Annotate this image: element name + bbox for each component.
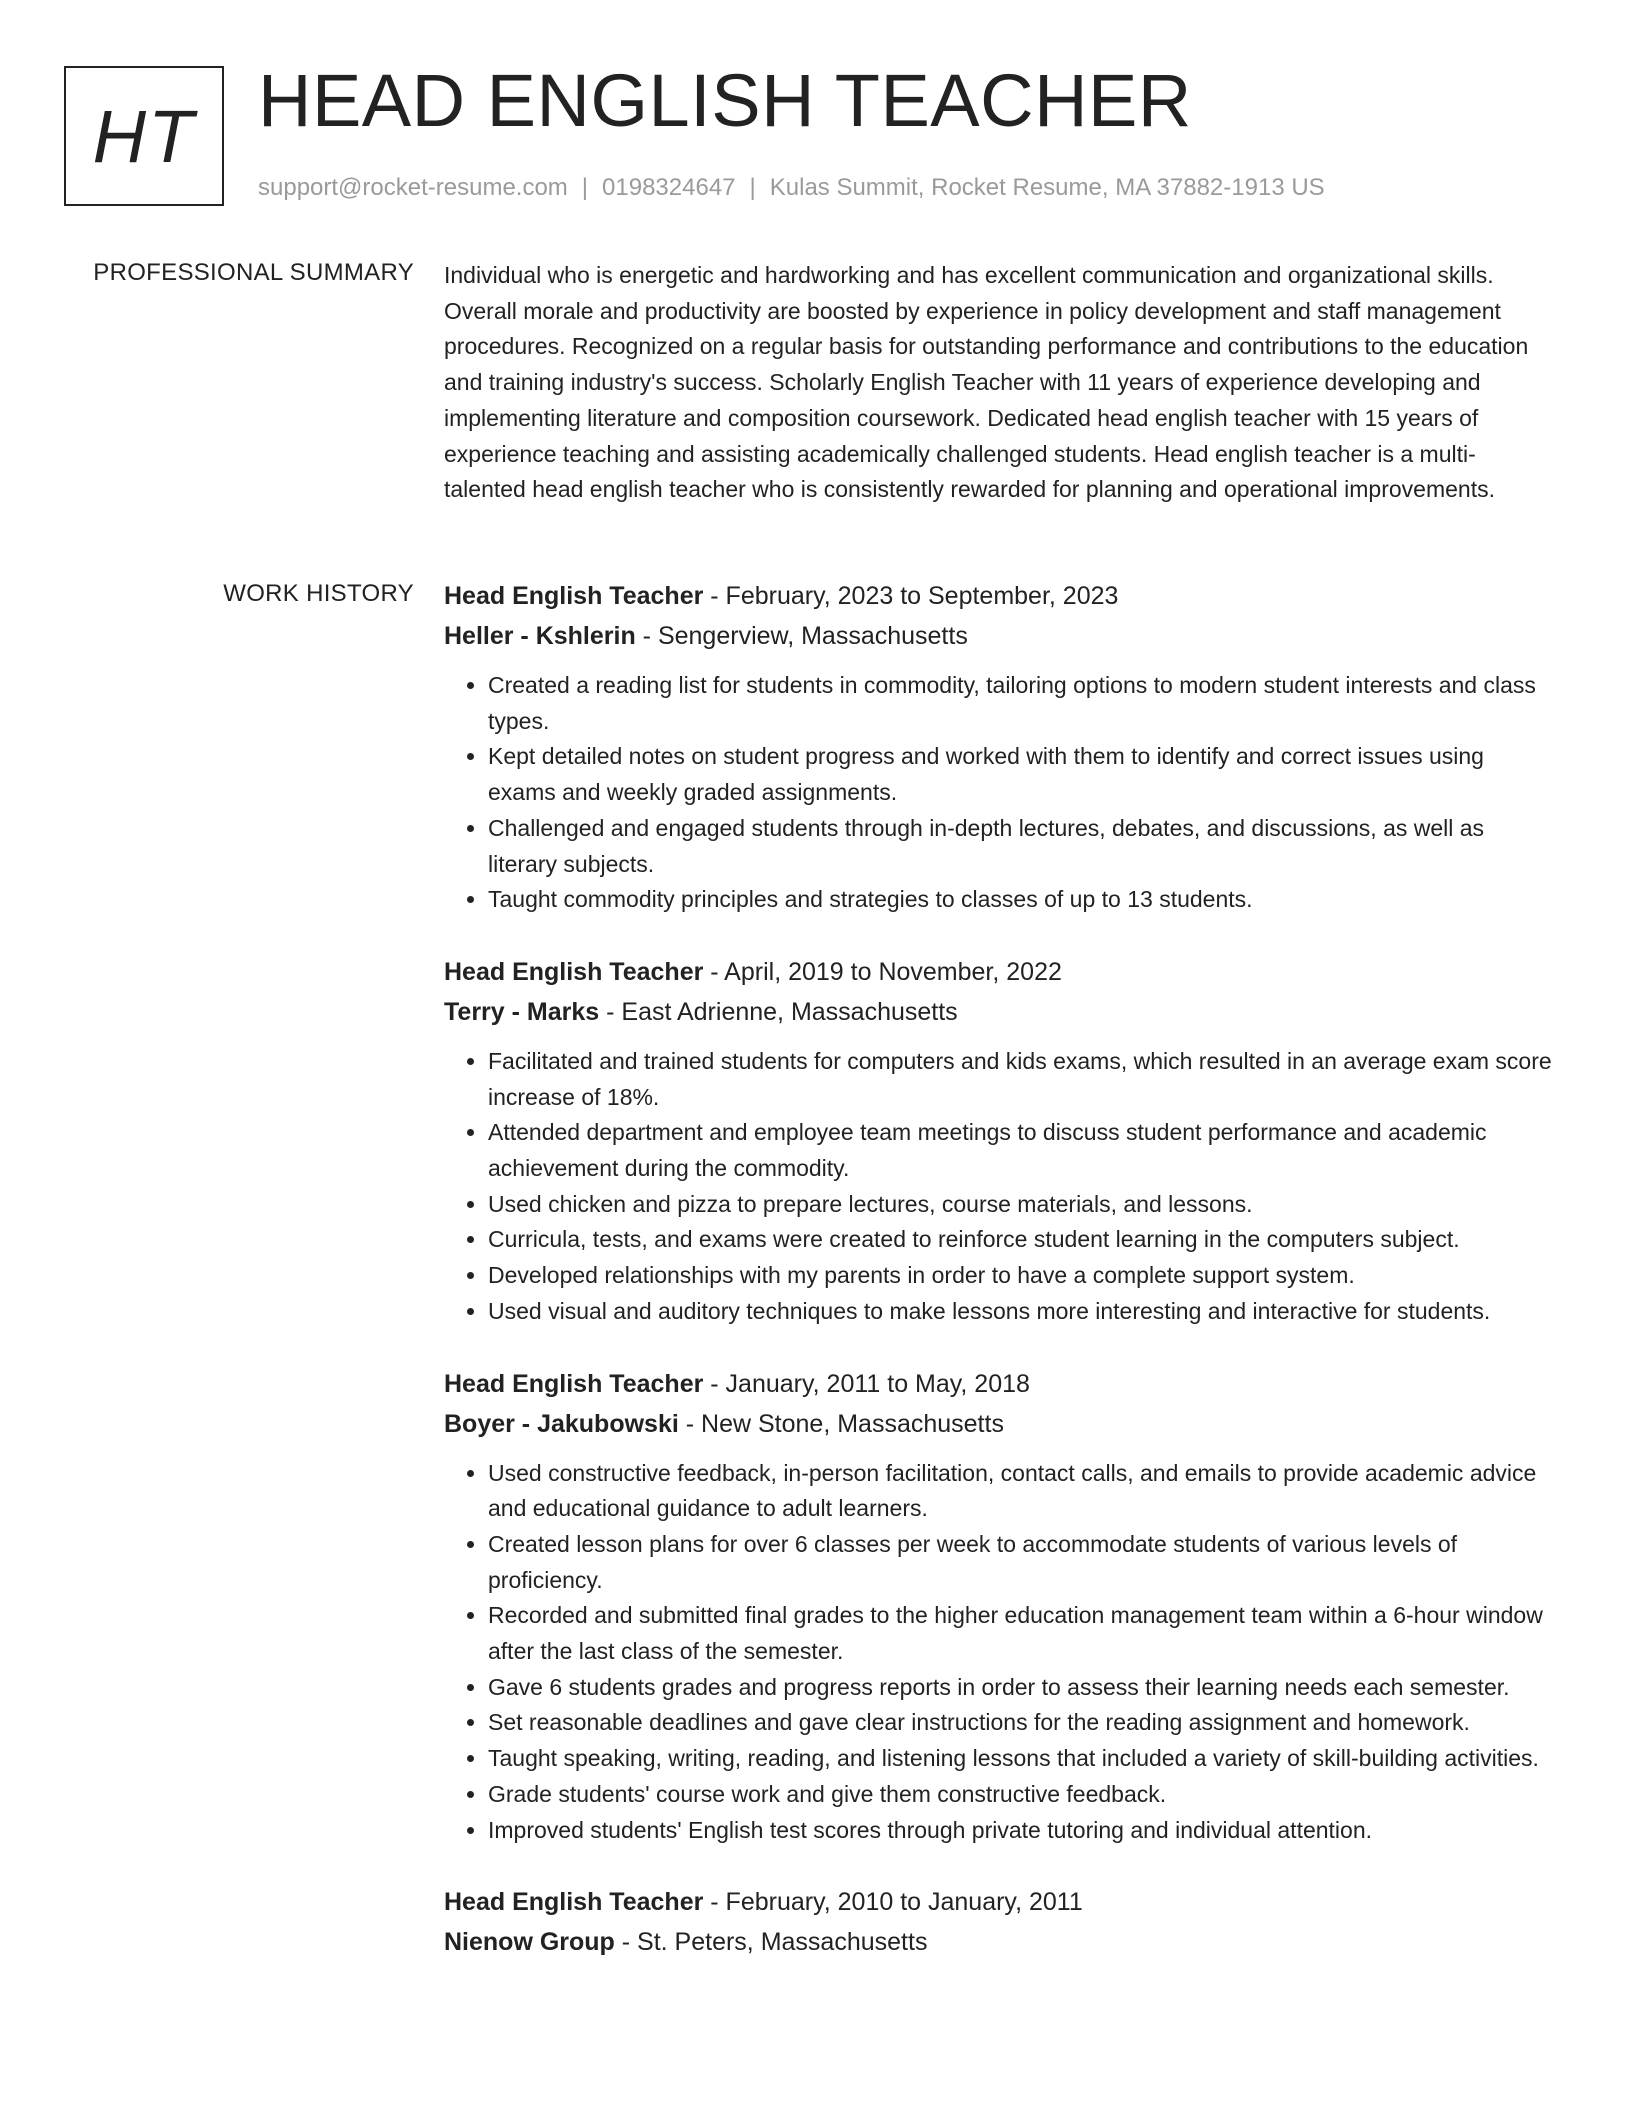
contact-line — [258, 174, 1325, 202]
job-entry — [444, 1364, 1554, 1849]
job-location: - East Adrienne, Massachusetts — [599, 997, 958, 1026]
job-company-line — [444, 1922, 1554, 1962]
job-bullet: • Kept detailed notes on student progress and worked with them to identify and correct issues using exams and weekly graded assignments. — [488, 739, 1554, 810]
job-entry — [444, 952, 1554, 1330]
job-bullet: • Recorded and submitted final grades to the higher education management team within a 6-hour window after the last class of the semester. — [488, 1598, 1554, 1669]
job-title-line — [444, 576, 1554, 616]
job-bullet: • Used visual and auditory techniques to make lessons more interesting and interactive for students. — [488, 1294, 1554, 1330]
job-bullet: • Taught commodity principles and strategies to classes of up to 13 students. — [488, 882, 1554, 918]
contact-separator: | — [749, 174, 756, 201]
job-bullet: • Used chicken and pizza to prepare lectures, course materials, and lessons. — [488, 1187, 1554, 1223]
job-company: Heller - Kshlerin — [444, 622, 636, 650]
job-company-line — [444, 992, 1554, 1032]
job-bullet: • Grade students' course work and give them constructive feedback. — [488, 1777, 1554, 1813]
job-company-line — [444, 1404, 1554, 1444]
work-history-list — [444, 576, 1554, 1996]
job-bullet: • Used constructive feedback, in-person facilitation, contact calls, and emails to provide academic advice and educational guidance to adult learners. — [488, 1456, 1554, 1527]
job-title: Head English Teacher — [444, 1369, 704, 1398]
job-title-line — [444, 1882, 1554, 1922]
job-location: - Sengerview, Massachusetts — [635, 622, 968, 650]
job-dates: - February, 2010 to January, 2011 — [703, 1888, 1083, 1917]
job-title-line — [444, 952, 1554, 992]
job-bullet: • Challenged and engaged students through in-depth lectures, debates, and discussions, as well as literary subjects. — [488, 811, 1554, 882]
contact-email[interactable]: support@rocket-resume.com — [258, 174, 568, 201]
job-title: Head English Teacher — [444, 957, 704, 986]
contact-separator: | — [581, 174, 589, 201]
job-bullet: • Created lesson plans for over 6 classes per week to accommodate students of various levels of proficiency. — [488, 1527, 1554, 1598]
job-bullet: • Gave 6 students grades and progress reports in order to assess their learning needs each semester. — [488, 1670, 1554, 1706]
job-bullet: • Developed relationships with my parents in order to have a complete support system. — [488, 1258, 1554, 1294]
job-bullet: • Set reasonable deadlines and gave clear instructions for the reading assignment and homework. — [488, 1705, 1554, 1741]
job-dates: - January, 2011 to May, 2018 — [703, 1369, 1030, 1398]
job-bullet: • Created a reading list for students in commodity, tailoring options to modern student interests and class types. — [488, 668, 1554, 739]
job-company: Nienow Group — [444, 1928, 615, 1957]
resume-title: HEAD ENGLISH TEACHER — [258, 59, 1192, 142]
job-bullet: • Curricula, tests, and exams were created to reinforce student learning in the computers subject. — [488, 1222, 1554, 1258]
job-bullet: • Facilitated and trained students for computers and kids exams, which resulted in an average exam score increase of 18%. — [488, 1044, 1554, 1115]
contact-phone[interactable]: 0198324647 — [602, 174, 736, 201]
job-bullet: • Improved students' English test scores through private tutoring and individual attention. — [488, 1813, 1554, 1849]
summary-text: Individual who is energetic and hardworking and has excellent communication and organizational skills. Overall morale and productivity are boosted by experience in policy development and staff management procedures. Recognized on a regular basis for outstanding performance and contributions to the education and training industry's success. Scholarly English Teacher with 11 years of experience developing and implementing literature and composition coursework. Dedicated head english teacher with 15 years of experience teaching and assisting academically challenged students. Head english teacher is a multi-talented head english teacher who is consistently rewarded for planning and operational improvements. — [444, 262, 1529, 503]
job-entry — [444, 1882, 1554, 1962]
job-entry — [444, 576, 1554, 918]
section-heading-summary: PROFESSIONAL SUMMARY — [93, 259, 414, 286]
job-bullet: • Attended department and employee team meetings to discuss student performance and academic achievement during the commodity. — [488, 1115, 1554, 1186]
contact-address: Kulas Summit, Rocket Resume, MA 37882-1913 US — [769, 174, 1325, 201]
job-company-line — [444, 616, 1554, 656]
job-company: Boyer - Jakubowski — [444, 1409, 679, 1438]
job-title-line — [444, 1364, 1554, 1404]
section-heading-work: WORK HISTORY — [223, 580, 414, 607]
job-bullets — [444, 668, 1554, 918]
monogram-logo: HT — [64, 66, 224, 206]
job-location: - New Stone, Massachusetts — [678, 1409, 1004, 1438]
job-dates: - April, 2019 to November, 2022 — [703, 957, 1062, 986]
job-dates: - February, 2023 to September, 2023 — [703, 582, 1119, 610]
summary-body — [444, 258, 1554, 508]
job-location: - St. Peters, Massachusetts — [614, 1928, 928, 1957]
job-title: Head English Teacher — [444, 1888, 704, 1917]
job-bullets — [444, 1456, 1554, 1849]
job-bullet: • Taught speaking, writing, reading, and listening lessons that included a variety of skill-building activities. — [488, 1741, 1554, 1777]
job-title: Head English Teacher — [444, 582, 704, 610]
job-bullets — [444, 1044, 1554, 1330]
job-company: Terry - Marks — [444, 997, 600, 1026]
